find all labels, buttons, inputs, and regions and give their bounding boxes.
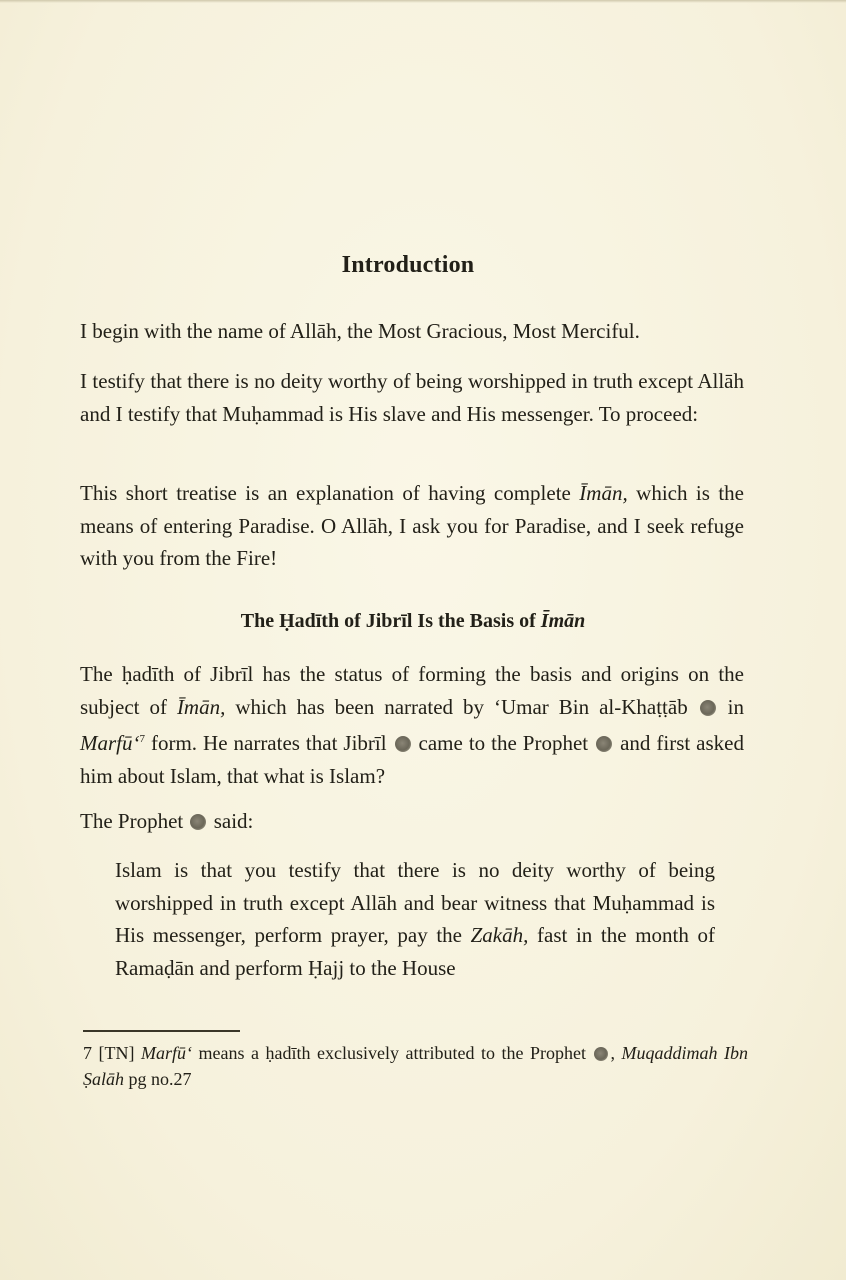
paragraph-text [80, 805, 744, 838]
footnote-reference: 7 [139, 733, 145, 745]
text-run: form. He narrates that Jibrīl [145, 731, 393, 755]
italic-term: Zakāh, [470, 923, 529, 947]
text-run: which is the means of entering Paradise. O Allāh, I ask you for Paradise, and I seek refuge with you from the Fire! [80, 481, 745, 570]
paragraph-treatise [80, 477, 744, 575]
footnote-number: 7 [TN] [83, 1043, 141, 1063]
honorific-glyph-icon [700, 700, 716, 716]
text-run: pg no.27 [124, 1069, 192, 1089]
paragraph-hadith [80, 658, 744, 792]
block-quote [115, 854, 715, 984]
paragraph-testimony [80, 365, 744, 430]
text-run: The Prophet [80, 809, 189, 833]
italic-term: Marfū‘ [80, 731, 140, 755]
italic-term: Īmān, [579, 481, 628, 505]
footnote [83, 1040, 748, 1092]
italic-term: Muqaddimah Ibn Ṣalāh [83, 1043, 748, 1089]
paragraph-text: I begin with the name of Allāh, the Most Gracious, Most Merciful. [80, 319, 640, 343]
section-heading-text: The Ḥadīth of Jibrīl Is the Basis of [240, 610, 541, 632]
footnote-divider [83, 1030, 240, 1032]
text-run: Islam is that you testify that there is no deity worthy of being worshipped in truth except Allāh and bear witness that Muḥammad is His messenger, perform prayer, pay the [115, 858, 715, 947]
section-heading [0, 610, 826, 633]
paragraph-text [80, 477, 744, 575]
page-title: Introduction [341, 252, 475, 278]
text-run: came to the Prophet [412, 731, 595, 755]
honorific-glyph-icon [395, 736, 411, 752]
text-run: in [717, 694, 744, 719]
quote-text [115, 854, 715, 984]
italic-term: Īmān, [176, 694, 226, 719]
paragraph-text: I testify that there is no deity worthy of being worshipped in truth except Allāh and I testify that Muḥammad is His slave and His messenger. To proceed: [80, 369, 744, 426]
text-run: means a ḥadīth exclusively attributed to the Prophet [192, 1043, 593, 1063]
page-top-edge [0, 0, 846, 3]
text-run: The ḥadīth of Jibrīl has the status of forming the basis and origins on the subject of [80, 662, 744, 719]
footnote-text [83, 1040, 748, 1092]
text-run: This short treatise is an explanation of having complete [80, 481, 580, 505]
honorific-glyph-icon [596, 736, 612, 752]
text-run: and first asked him about Islam, that what is Islam? [80, 731, 744, 788]
italic-term: Marfū‘ [141, 1043, 192, 1063]
text-run: which has been narrated by ‘Umar Bin al-Khaṭṭāb [225, 694, 698, 719]
honorific-glyph-icon [190, 814, 206, 830]
paragraph-basmala [80, 315, 744, 348]
section-heading-italic: Īmān [540, 610, 586, 632]
honorific-glyph-icon [594, 1047, 608, 1061]
text-run: fast in the month of Ramaḍān and perform Ḥajj to the House [115, 923, 715, 980]
paragraph-prophet-said [80, 805, 744, 838]
paragraph-text [80, 658, 744, 792]
text-run: said: [208, 809, 254, 833]
text-run: , [610, 1043, 622, 1063]
